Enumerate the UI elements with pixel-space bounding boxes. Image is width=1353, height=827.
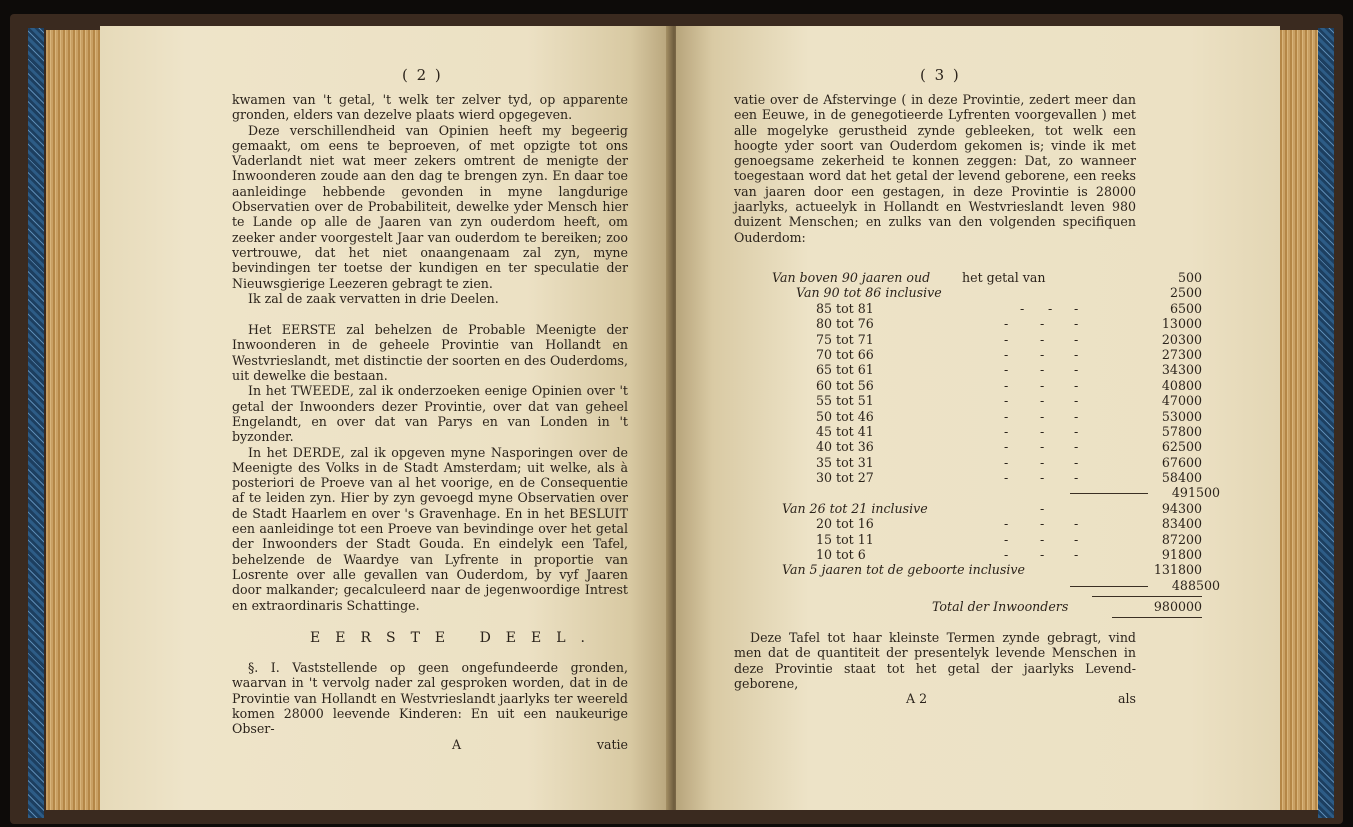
paragraph: kwamen van 't getal, 't welk ter zelver tyd, op apparente gronden, elders van dezelve plaats wierd opgegeven. xyxy=(232,92,628,123)
table-rule xyxy=(772,615,1202,621)
table-row: 45 tot 41 - - - 57800 xyxy=(816,423,1202,439)
table-row: 50 tot 46 - - - 53000 xyxy=(816,408,1202,424)
table-row: 75 tot 71 - - - 20300 xyxy=(816,331,1202,347)
subtotal-row: 491500 xyxy=(772,485,1202,500)
paragraph: In het DERDE, zal ik opgeven myne Nasporingen over de Meenigte des Volks in de Stadt Amsterdam; uit welke, als à posteriori de Proeve van al het voorige, en de Consequentie af te leiden zyn. Hier by zyn gevoegd myne Observatien over de Stadt Haarlem en over 's Gravenhage. En in het BESLUIT een aanleidinge tot een Proeve van bevindinge over het getal der Inwoonders der Stadt Gouda. En eindelyk een Tafel, behelzende de Waardye van Lyfrente in proportie van Losrente over alle gevallen van Ouderdom, by vyf Jaaren door malkander; gecalculeerd naar de jegenwoordige Intrest en extraordinaris Schattinge. xyxy=(232,444,628,613)
table-row: Van 5 jaaren tot de geboorte inclusive 131800 xyxy=(782,562,1202,578)
table-row: 60 tot 56 - - - 40800 xyxy=(816,377,1202,393)
paragraph: vatie over de Afstervinge ( in deze Provintie, zedert meer dan een Eeuwe, in de genegotieerde Lyfrenten voorgevallen ) met alle mogelyke gerustheid zynde gebleeken, tot welk een hoogte yder soort van Ouderdom gekomen is; vinde ik met genoegsame zekerheid te konnen zeggen: Dat, zo wanneer toegestaan word dat het getal der levend geborene, een reeks van jaaren door een gestagen, in deze Provintie is 28000 jaarlyks, actueelyk in Hollandt en Westvrieslandt leven 980 duizent Menschen; en zulks van den volgenden specifiquen Ouderdom: xyxy=(734,92,1136,245)
paragraph: §. I. Vaststellende op geen ongefundeerde gronden, waarvan in 't vervolg nader zal gesproken worden, dat in de Provintie van Hollandt en Westvrieslandt jaarlyks ter weereld komen 28000 leevende Kinderen: En uit een naukeurige Obser- xyxy=(232,660,628,737)
left-page xyxy=(100,26,670,810)
subtotal-row: 488500 xyxy=(772,578,1202,593)
table-row: Van 26 tot 21 inclusive - 94300 xyxy=(782,500,1202,516)
left-page-text xyxy=(232,92,628,752)
table-row: 40 tot 36 - - - 62500 xyxy=(816,439,1202,455)
left-cover-edge xyxy=(28,28,44,818)
left-page-edges xyxy=(46,30,102,810)
table-row: 80 tot 76 - - - 13000 xyxy=(816,316,1202,332)
table-row: 35 tot 31 - - - 67600 xyxy=(816,454,1202,470)
section-heading: EERSTE DEEL. xyxy=(310,629,600,646)
catchword: als xyxy=(1118,691,1136,707)
right-cover-edge xyxy=(1318,28,1334,818)
table-row: 20 tot 16 - - - 83400 xyxy=(816,516,1202,532)
page-number: ( 2 ) xyxy=(402,66,443,84)
paragraph: Deze Tafel tot haar kleinste Termen zynde gebragt, vind men dat de quantiteit der presentelyk levende Menschen in deze Provintie staat tot het getal der jaarlyks Levend-geborene, xyxy=(734,630,1136,691)
right-page xyxy=(676,26,1280,810)
age-table xyxy=(772,270,1220,621)
right-page-edges xyxy=(1278,30,1318,810)
signature-mark: A xyxy=(452,736,462,752)
table-row: Van boven 90 jaaren oud het getal van 500 xyxy=(772,270,1202,285)
signature-mark: A 2 xyxy=(906,691,928,707)
table-row: 70 tot 66 - - - 27300 xyxy=(816,346,1202,362)
paragraph: Het EERSTE zal behelzen de Probable Meenigte der Inwoonderen in de geheele Provintie van Hollandt en Westvrieslandt, met distinctie der soorten en des Ouderdoms, uit dewelke die bestaan. xyxy=(232,322,628,384)
right-page-intro xyxy=(734,92,1136,245)
table-row: 10 tot 6 - - - 91800 xyxy=(816,547,1202,563)
paragraph: In het TWEEDE, zal ik onderzoeken eenige Opinien over 't getal der Inwoonders dezer Provintie, over dat van geheel Engelandt, en over dat van Parys en van Londen in 't byzonder. xyxy=(232,383,628,445)
table-row: 65 tot 61 - - - 34300 xyxy=(816,362,1202,378)
paragraph: Deze verschillendheid van Opinien heeft my begeerig gemaakt, om eens te beproeven, of met opzigte tot ons Vaderlandt niet wat meer zekers omtrent de menigte der Inwoonderen zoude aan den dag te brengen zyn. En daar toe aanleidinge hebbende gevonden in myne langdurige Observatien over de Probabiliteit, dewelke yder Mensch hier te Lande op alle de Jaaren van zyn ouderdom heeft, om zeeker ander voorgestelt Jaar van ouderdom te bereiken; zoo vertrouwe, dat het niet onaangenaam zal zyn, myne bevindingen ter toetse der kundigen en ter speculatie der Nieuwsgierige Leezeren gebragt te zien. xyxy=(232,122,628,291)
table-row: 85 tot 81 - - - 6500 xyxy=(816,300,1202,316)
table-row: 15 tot 11 - - - 87200 xyxy=(816,531,1202,547)
total-row: Total der Inwoonders 980000 xyxy=(932,599,1202,615)
page-number: ( 3 ) xyxy=(920,66,961,84)
table-row: 55 tot 51 - - - 47000 xyxy=(816,393,1202,409)
catchword: vatie xyxy=(596,736,628,752)
right-page-after xyxy=(734,630,1136,706)
table-row: Van 90 tot 86 inclusive 2500 xyxy=(796,285,1202,301)
paragraph: Ik zal de zaak vervatten in drie Deelen. xyxy=(248,290,499,306)
table-row: 30 tot 27 - - - 58400 xyxy=(816,470,1202,486)
